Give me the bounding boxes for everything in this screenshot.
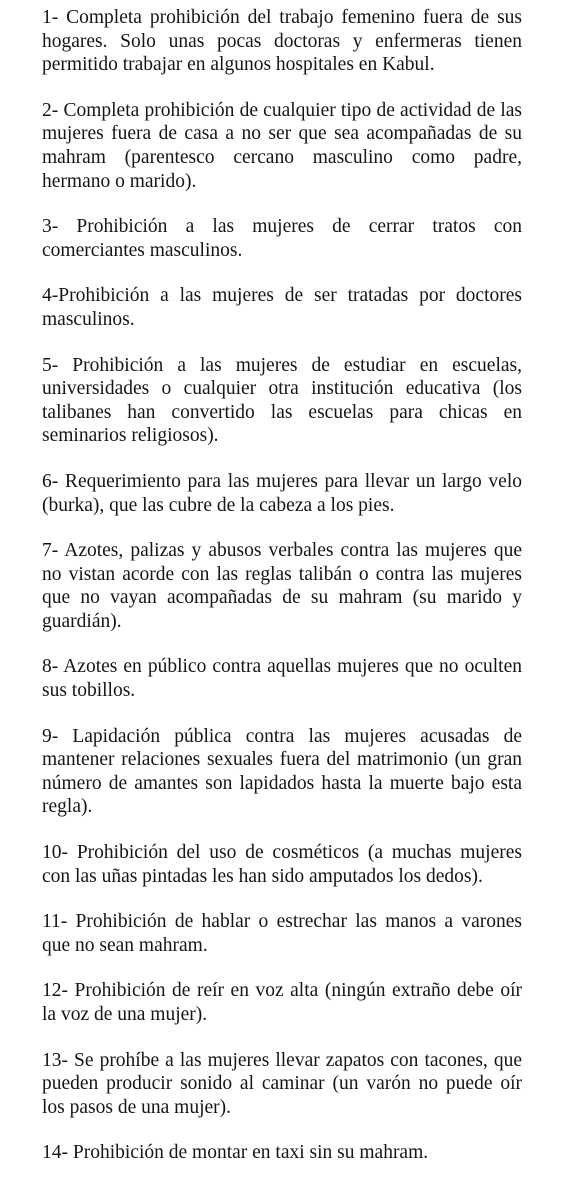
list-item: 3- Prohibición a las mujeres de cerrar tratos con comerciantes masculinos. xyxy=(42,216,522,261)
list-item: 4-Prohibición a las mujeres de ser tratadas por doctores masculinos. xyxy=(42,285,522,330)
list-item: 9- Lapidación pública contra las mujeres acusadas de mantener relaciones sexuales fuera del matrimonio (un gran número de amantes son lapidados hasta la muerte bajo esta regla). xyxy=(42,725,522,818)
list-item: 7- Azotes, palizas y abusos verbales contra las mujeres que no vistan acorde con las reglas talibán o contra las mujeres que no vayan acompañadas de su mahram (su marido y guardián). xyxy=(42,540,522,632)
list-item: 8- Azotes en público contra aquellas mujeres que no oculten sus tobillos. xyxy=(42,656,522,702)
list-item: 1- Completa prohibición del trabajo femenino fuera de sus hogares. Solo unas pocas doctoras y enfermeras tienen permitido trabajar en algunos hospitales en Kabul. xyxy=(42,7,522,76)
list-item: 11- Prohibición de hablar o estrechar las manos a varones que no sean mahram. xyxy=(42,911,522,956)
list-item: 10- Prohibición del uso de cosméticos (a muchas mujeres con las uñas pintadas les han sido amputados los dedos). xyxy=(42,842,522,887)
list-item: 13- Se prohíbe a las mujeres llevar zapatos con tacones, que pueden producir sonido al caminar (un varón no puede oír los pasos de una mujer). xyxy=(42,1049,522,1118)
list-item: 6- Requerimiento para las mujeres para llevar un largo velo (burka), que las cubre de la cabeza a los pies. xyxy=(42,470,522,516)
list-item: 2- Completa prohibición de cualquier tipo de actividad de las mujeres fuera de casa a no ser que sea acompañadas de su mahram (parentesco cercano masculino como padre, hermano o marido). xyxy=(42,99,522,192)
document-body xyxy=(42,6,522,1165)
list-item: 12- Prohibición de reír en voz alta (ningún extraño debe oír la voz de una mujer). xyxy=(42,980,522,1025)
list-item: 14- Prohibición de montar en taxi sin su mahram. xyxy=(42,1142,429,1164)
list-item: 5- Prohibición a las mujeres de estudiar en escuelas, universidades o cualquier otra institución educativa (los talibanes han convertido las escuelas para chicas en seminarios religiosos). xyxy=(42,354,522,447)
